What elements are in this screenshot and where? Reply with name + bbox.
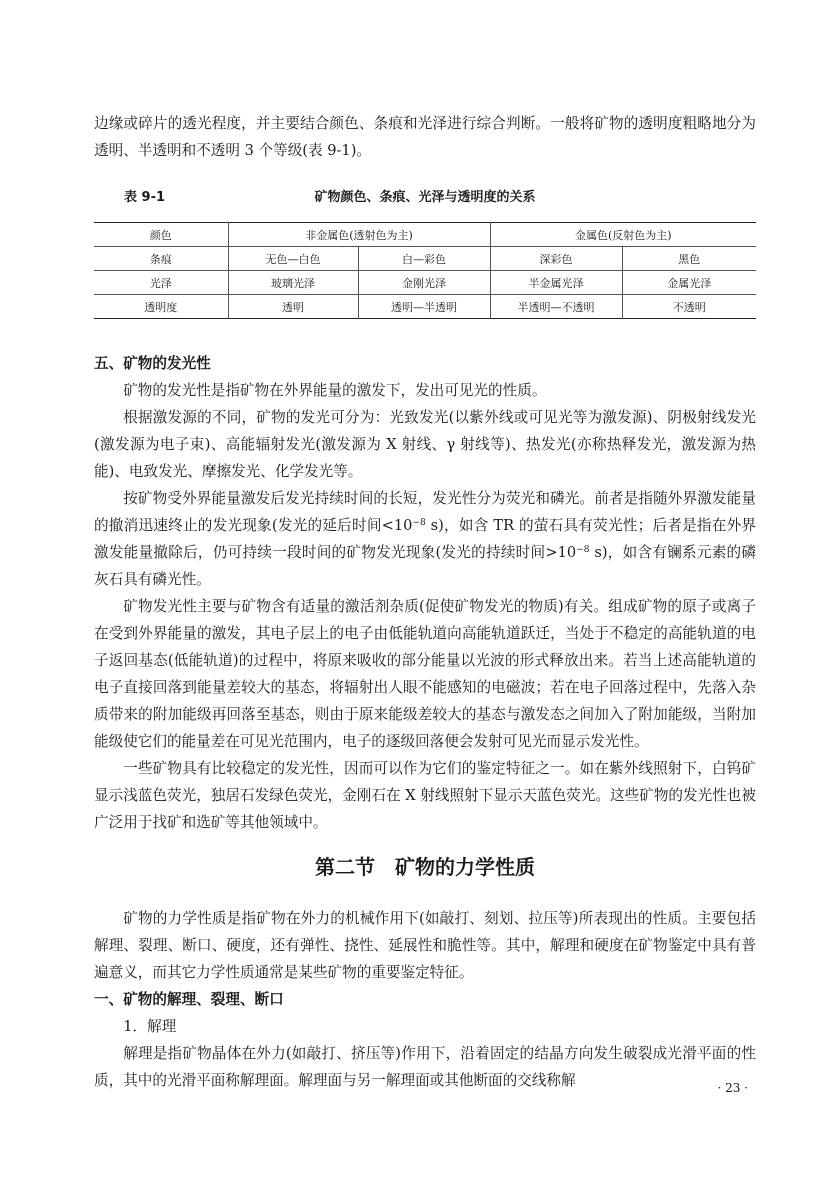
table-caption [94, 186, 756, 208]
intro-text [94, 110, 756, 164]
table-row [94, 271, 756, 295]
table-row [94, 295, 756, 319]
paragraph: 矿物的发光性是指矿物在外界能量的激发下，发出可见光的性质。 [123, 382, 547, 399]
section-title: 第二节 矿物的力学性质 [315, 855, 535, 879]
section-heading-luminescence: 五、矿物的发光性 [94, 355, 211, 372]
table-cell: 无色—白色 [228, 247, 358, 271]
table-cell: 不透明 [622, 295, 756, 319]
row-label: 光泽 [94, 271, 228, 295]
luminescence-section [94, 350, 756, 836]
table-cell: 白—彩色 [358, 247, 490, 271]
table-row [94, 247, 756, 271]
table-cell: 金刚光泽 [358, 271, 490, 295]
sub-heading: 1．解理 [123, 1018, 177, 1035]
intro-paragraph: 边缘或碎片的透光程度，并主要结合颜色、条痕和光泽进行综合判断。一般将矿物的透明度粗略地分为透明、半透明和不透明 3 个等级(表 9-1)。 [94, 115, 756, 159]
table-cell: 黑色 [622, 247, 756, 271]
table-cell: 透明—半透明 [358, 295, 490, 319]
superscript: −8 [576, 545, 590, 555]
table-cell: 非金属色(透射色为主) [228, 223, 490, 247]
table-row [94, 223, 756, 247]
row-label: 条痕 [94, 247, 228, 271]
text-run: 按矿物受外界能量激发后发光持续时间的长短，发光性分为荧光和磷光。前者是指随外界激发能量的撤消迅速终止的发光现象(发光的延后时间<10 [94, 490, 756, 534]
page-number: · 23 · [717, 1081, 748, 1095]
paragraph: 一些矿物具有比较稳定的发光性，因而可以作为它们的鉴定特征之一。如在紫外线照射下，白钨矿显示浅蓝色荧光，独居石发绿色荧光，金刚石在 X 射线照射下显示天蓝色荧光。这些矿物的发光性也被广泛用于找矿和选矿等其他领域中。 [94, 760, 756, 831]
table-cell: 深彩色 [490, 247, 622, 271]
paragraph: 根据激发源的不同，矿物的发光可分为：光致发光(以紫外线或可见光等为激发源)、阴极射线发光(激发源为电子束)、高能辐射发光(激发源为 X 射线、γ 射线等)、热发光(亦称热释发光，激发源为热能)、电致发光、摩擦发光、化学发光等。 [94, 409, 756, 480]
table-number: 表 9-1 [124, 190, 166, 205]
paragraph: 矿物的力学性质是指矿物在外力的机械作用下(如敲打、刻划、拉压等)所表现出的性质。主要包括解理、裂理、断口、硬度，还有弹性、挠性、延展性和脆性等。其中，解理和硬度在矿物鉴定中具有普遍意义，而其它力学性质通常是某些矿物的重要鉴定特征。 [94, 910, 756, 981]
table-cell: 金属光泽 [622, 271, 756, 295]
row-label: 颜色 [94, 223, 228, 247]
text-run: s)，如含有镧系元素的磷灰石具有磷光性。 [94, 544, 757, 588]
table-cell: 半透明—不透明 [490, 295, 622, 319]
table-cell: 金属色(反射色为主) [490, 223, 756, 247]
mechanical-section [94, 905, 756, 1094]
row-label: 透明度 [94, 295, 228, 319]
mineral-property-table [94, 222, 756, 319]
table-title: 矿物颜色、条痕、光泽与透明度的关系 [314, 190, 536, 205]
text-run: s)，如含 TR 的萤石具有荧光性；后者是指在外界激发能量撤除后，仍可持续一段时间的矿物发光现象(发光的持续时间>10 [94, 517, 757, 561]
superscript: −8 [412, 518, 426, 528]
paragraph [94, 485, 756, 593]
paragraph: 解理是指矿物晶体在外力(如敲打、挤压等)作用下，沿着固定的结晶方向发生破裂成光滑平面的性质，其中的光滑平面称解理面。解理面与另一解理面或其他断面的交线称解 [94, 1045, 756, 1089]
table-cell: 半金属光泽 [490, 271, 622, 295]
paragraph: 矿物发光性主要与矿物含有适量的激活剂杂质(促使矿物发光的物质)有关。组成矿物的原子或离子在受到外界能量的激发，其电子层上的电子由低能轨道向高能轨道跃迁，当处于不稳定的高能轨道的电子返回基态(低能轨道)的过程中，将原来吸收的部分能量以光波的形式释放出来。若当上述高能轨道的电子直接回落到能量差较大的基态，将辐射出人眼不能感知的电磁波；若在电子回落过程中，先落入杂质带来的附加能级再回落至基态，则由于原来能级差较大的基态与激发态之间加入了附加能级，当附加能级使它们的能量差在可见光范围内，电子的逐级回落便会发射可见光而显示发光性。 [94, 598, 756, 750]
table-cell: 玻璃光泽 [228, 271, 358, 295]
subsection-heading: 一、矿物的解理、裂理、断口 [94, 991, 284, 1008]
table-cell: 透明 [228, 295, 358, 319]
